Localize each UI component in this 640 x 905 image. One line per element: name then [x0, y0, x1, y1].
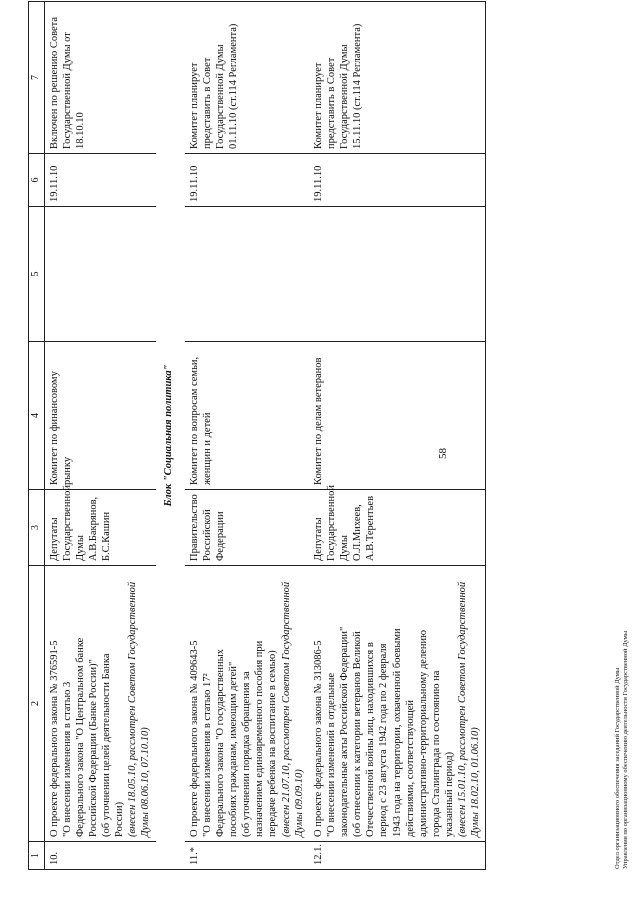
committee: Комитет по делам ветеранов	[309, 342, 486, 490]
initiator: Правительство Российской Федерации	[185, 490, 309, 566]
initiator: Депутаты Государственной Думы О.Л.Михеев, А.В.Терентьев	[309, 490, 486, 566]
committee: Комитет по финансовому рынку	[44, 342, 156, 490]
row-number: 11.*	[185, 842, 309, 870]
bill-title: О проекте федерального закона № 376591-5 "О внесении изменения в статью 3 Федерального закона "О Центральном банке Российской Федерации (Банке России)" (об уточнении целей деятельности Банка России) (внесен 18.05.10, рассмотрен Советом Государственной Думы 08.06.10, 07.10.10)	[44, 566, 156, 842]
bill-note: (внесен 18.05.10, рассмотрен Советом Государственной Думы 08.06.10, 07.10.10)	[127, 581, 152, 837]
footer-line: Отдел организационного обеспечения заседаний Государственной Думы	[614, 667, 621, 869]
bills-table	[28, 1, 486, 870]
table-row	[185, 2, 309, 870]
status: Комитет планирует представить в Совет Государственной Думы 01.11.10 (ст.114 Регламента)	[185, 2, 309, 154]
col-header-2: 2	[29, 566, 45, 842]
page-number: 58	[437, 448, 449, 459]
bill-note: (внесен 15.01.10, рассмотрен Советом Государственной Думы 18.02.10, 01.06.10)	[457, 581, 482, 837]
col-header-3: 3	[29, 490, 45, 566]
col-header-1: 1	[29, 842, 45, 870]
col-header-6: 6	[29, 154, 45, 207]
row-number: 10.	[44, 842, 156, 870]
row-number: 12.1.	[309, 842, 486, 870]
status: Комитет планирует представить в Совет Государственной Думы 15.11.10 (ст.114 Регламента)	[309, 2, 486, 154]
date: 19.11.10	[185, 154, 309, 207]
block-row	[156, 2, 185, 870]
date: 19.11.10	[309, 154, 486, 207]
status: Включен по решению Совета Государственной Думы от 18.10.10	[44, 2, 156, 154]
block-title: Блок "Социальная политика"	[156, 2, 185, 870]
col-header-4: 4	[29, 342, 45, 490]
col-header-7: 7	[29, 2, 45, 154]
date: 19.11.10	[44, 154, 156, 207]
committee: Комитет по вопросам семьи, женщин и детей	[185, 342, 309, 490]
col5-cell	[44, 207, 156, 342]
col5-cell	[309, 207, 486, 342]
table-row	[44, 2, 156, 870]
col-header-5: 5	[29, 207, 45, 342]
footer	[614, 631, 630, 869]
header-row	[29, 2, 45, 870]
bill-title: О проекте федерального закона № 409643-5 "О внесении изменения в статью 17² Федерального закона "О государственных пособиях гражданам, имеющим детей" (об уточнении порядка обращения за назначением единовременного пособия при передаче ребенка на воспитание в семью) (внесен 21.07.10, рассмотрен Советом Государственной Думы 09.09.10)	[185, 566, 309, 842]
table-row	[309, 2, 486, 870]
bill-title: О проекте федерального закона № 313086-5 "О внесении изменений в отдельные законодательные акты Российской Федерации" (об отнесении к категории ветеранов Великой Отечественной войны лиц, находившихся в период с 23 августа 1942 года по 2 февраля 1943 года на территории, охваченной боевыми действиями, соответствующей административно-территориальному делению города Сталинграда по состоянию на указанный период) (внесен 15.01.10, рассмотрен Советом Государственной Думы 18.02.10, 01.06.10)	[309, 566, 486, 842]
footer-line: Управления по организационному обеспечению деятельности Государственной Думы	[622, 630, 630, 869]
bill-note: (внесен 21.07.10, рассмотрен Советом Государственной Думы 09.09.10)	[280, 581, 305, 837]
initiator: Депутаты Государственной Думы А.В.Бакрянов, Б.С.Кашин	[44, 490, 156, 566]
col5-cell	[185, 207, 309, 342]
